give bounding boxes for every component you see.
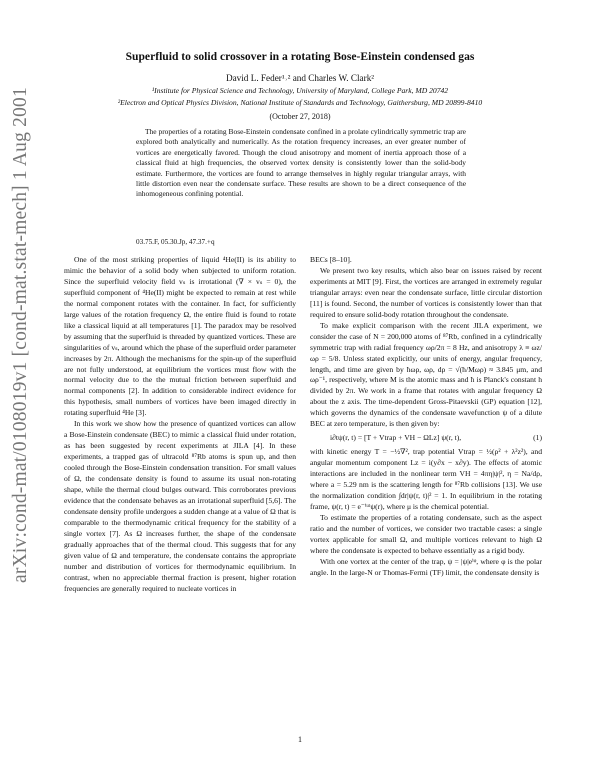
paragraph: To estimate the properties of a rotating condensate, such as the aspect ratio and the number of vortices, we consider two tractable cases: a single vortex applicable for small Ω, and multiple vortices relevant to high Ω where the condensate is expected to behave essentially as a rigid body. (310, 512, 542, 555)
equation: i∂tψ(r, t) = [T + Vtrap + VH − ΩLz] ψ(r, t), (330, 433, 462, 443)
paper-title: Superfluid to solid crossover in a rotating Bose-Einstein condensed gas (125, 50, 475, 63)
paragraph: with kinetic energy T = −½∇², trap potential Vtrap = ½(ρ² + λ²z²), and angular momentum component Lz = i(y∂x − x∂y). The effects of atomic interactions are included in the nonlinear term VH = 4πη|ψ|², η = Na/dρ, where a = 5.29 nm is the scattering length for ⁸⁷Rb collisions [13]. We use the normalization condition ∫dr|ψ(r, t)|² = 1. In equilibrium in the rotating frame, ψ(r, t) = e⁻ⁱᵘᵗψ(r), where μ is the chemical potential. (310, 447, 542, 511)
left-column (64, 255, 296, 595)
paragraph: With one vortex at the center of the trap, ψ = |ψ|eⁱᵠ, where φ is the polar angle. In the large-N or Thomas-Fermi (TF) limit, the condensate density is (310, 556, 542, 577)
date: (October 27, 2018) (269, 112, 331, 121)
equation-1 (310, 433, 542, 444)
paragraph: One of the most striking properties of liquid ⁴He(II) is its ability to mimic the behavior of a solid body when subjected to uniform rotation. Since the superfluid velocity field vₛ is irrotational (∇ × vₛ = 0), the superfluid component of ⁴He(II) might be expected to remain at rest while the normal component rotates with the container. In fact, for sufficiently large values of the rotation frequency Ω, the entire fluid is found to rotate like a classical liquid at all temperatures [1]. The paradox may be resolved by assuming that the superfluid is threaded by quantized vortices. These are singularities of vₛ, around which the phase of the superfluid order parameter increases by 2π. Although the mechanisms for the spin-up of the superfluid are not fully understood, at equilibrium the vortices must flow with the normal velocity due to the the mutual friction between superfluid and normal components [2]. In addition to considerable indirect evidence for this hypothesis, small numbers of vortices have been imaged directly in rotating superfluid ⁴He [3]. (64, 255, 296, 418)
paragraph: To make explicit comparison with the recent JILA experiment, we consider the case of N = 200,000 atoms of ⁸⁷Rb, confined in a cylindrically symmetric trap with radial frequency ωρ/2π = 8 Hz, and anisotropy λ ≡ ωz/ωρ = 5/8. Unless stated explicitly, our units of energy, angular frequency, length, and time are given by ħωρ, ωρ, dρ = √(ħ/Mωρ) ≈ 3.845 μm, and ωρ⁻¹, respectively, where M is the atomic mass and ħ is Planck's constant h divided by 2π. We work in a frame that rotates with angular frequency Ω about the z axis. The time-dependent Gross-Pitaevskii (GP) equation [12], which governs the dynamics of the condensate wavefunction ψ of a dilute BEC at zero temperature, is then given by: (310, 320, 542, 429)
paragraph: BECs [8–10]. (310, 255, 352, 264)
right-column (310, 255, 542, 579)
arxiv-stamp: arXiv:cond-mat/0108019v1 [cond-mat.stat-mech] 1 Aug 2001 (10, 87, 31, 583)
page-number: 1 (298, 735, 302, 744)
pacs-numbers: 03.75.F, 05.30.Jp, 47.37.+q (136, 238, 215, 246)
paragraph: In this work we show how the presence of quantized vortices can allow a Bose-Einstein condensate (BEC) to mimic a classical fluid under rotation, as has been suggested by recent experiments at JILA [4]. In these experiments, a trapped gas of ultracold ⁸⁷Rb atoms is spun up, and then cooled through the Bose-Einstein condensation transition. For small values of Ω, the condensate density is found to assume its usual non-rotating shape, while the thermal cloud bulges outward. This corroborates previous evidence that the condensate behaves as an irrotational superfluid [5,6]. The condensate density profile undergoes a sudden change at a value of Ω that is comparable to the thermodynamic critical frequency for the stability of a single vortex [7]. As Ω increases further, the shape of the condensate gradually approaches that of the thermal cloud. This suggests that for any given value of Ω and temperature, the condensate contains the appropriate number and distribution of vortices for thermodynamic equilibrium. In contrast, when no appreciable thermal fraction is present, higher rotation frequencies are generally required to nucleate vortices in (64, 419, 296, 593)
authors: David L. Feder¹˒² and Charles W. Clark² (225, 73, 375, 83)
equation-number: (1) (533, 433, 542, 443)
abstract: The properties of a rotating Bose-Einstein condensate confined in a prolate cylindrically symmetric trap are explored both analytically and numerically. As the rotation frequency increases, an ever greater number of vortices are energetically favored. Though the cloud anisotropy and moment of inertia approach those of a classical fluid at high frequencies, the observed vortex density is consistently lower than the solid-body estimate. Furthermore, the vortices are found to arrange themselves in highly regular triangular arrays, with little distortion even near the condensate surface. These results are shown to be a direct consequence of the inhomogeneous confining potential. (136, 127, 466, 199)
affiliation-1: ¹Institute for Physical Science and Technology, University of Maryland, College Park, MD 20742 (151, 86, 449, 95)
affiliation-2: ²Electron and Optical Physics Division, National Institute of Standards and Technology, Gaithersburg, MD 20899-8410 (117, 98, 483, 107)
paragraph: We present two key results, which also bear on issues raised by recent experiments at MIT [9]. First, the vortices are arranged in extremely regular triangular arrays: even near the condensate surface, little circular distortion [11] is found. Second, the number of vortices is consistently lower than that required to ensure solid-body rotation throughout the condensate. (310, 265, 542, 319)
